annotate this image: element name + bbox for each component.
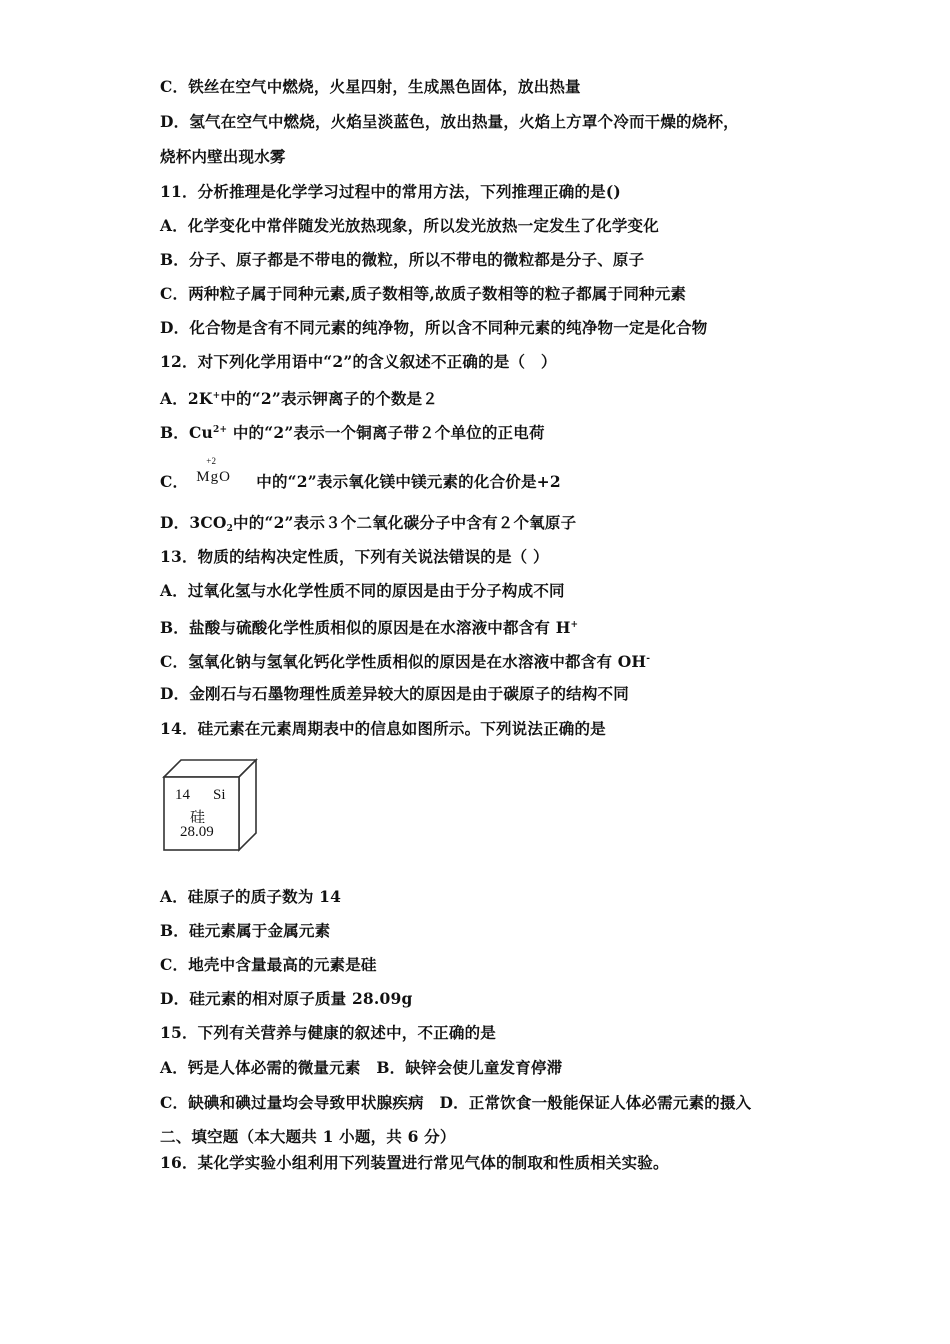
q11-option-c: C．两种粒子属于同种元素,质子数相等,故质子数相等的粒子都属于同种元素	[160, 284, 687, 303]
q10-option-d-line2: 烧杯内壁出现水雾	[160, 147, 286, 166]
q12-option-c-prefix: C．	[160, 472, 189, 491]
q14-option-a: A．硅原子的质子数为 14	[160, 887, 342, 906]
section2-heading: 二、填空题（本大题共 1 小题，共 6 分）	[160, 1127, 456, 1146]
q12-option-d-text: 中的“2”表示３个二氧化碳分子中含有２个氧原子	[233, 513, 577, 532]
q14-option-c: C．地壳中含量最高的元素是硅	[160, 955, 377, 974]
q10-option-d-line1: D．氢气在空气中燃烧，火焰呈淡蓝色，放出热量，火焰上方罩个冷而干燥的烧杯，	[160, 112, 739, 131]
mgo-valence: +2	[206, 456, 217, 466]
element-name: 硅	[190, 808, 206, 826]
element-cell-figure	[161, 757, 261, 852]
q10-option-c: C．铁丝在空气中燃烧，火星四射，生成黑色固体，放出热量	[160, 77, 581, 96]
q12-option-b-text: 中的“2”表示一个铜离子带２个单位的正电荷	[232, 423, 545, 442]
q13-stem: 13．物质的结构决定性质，下列有关说法错误的是（ ）	[160, 547, 549, 566]
q16-stem: 16．某化学实验小组利用下列装置进行常见气体的制取和性质相关实验。	[160, 1153, 669, 1172]
q12-option-b-prefix: B．Cu	[160, 423, 214, 442]
element-atomic-number: 14	[175, 787, 190, 803]
element-atomic-mass: 28.09	[180, 824, 214, 840]
q12-option-d	[160, 513, 576, 539]
q13-option-c-charge: -	[646, 654, 651, 664]
mgo-text: MgO	[196, 469, 231, 485]
element-symbol: Si	[213, 787, 226, 803]
q14-option-b: B．硅元素属于金属元素	[160, 921, 331, 940]
q12-option-b-charge: 2+	[213, 425, 228, 435]
q12-option-a-charge: +	[212, 391, 221, 401]
q15-options-cd: C．缺碘和碘过量均会导致甲状腺疾病 D．正常饮食一般能保证人体必需元素的摄入	[160, 1093, 752, 1112]
q13-option-d: D．金刚石与石墨物理性质差异较大的原因是由于碳原子的结构不同	[160, 684, 629, 703]
q14-option-d: D．硅元素的相对原子质量 28.09g	[160, 989, 413, 1008]
q11-option-a: A．化学变化中常伴随发光放热现象，所以发光放热一定发生了化学变化	[160, 216, 659, 235]
q14-stem: 14．硅元素在元素周期表中的信息如图所示。下列说法正确的是	[160, 719, 606, 738]
q12-option-d-prefix: D．3CO	[160, 513, 227, 532]
q12-option-a	[160, 386, 438, 409]
q13-option-b-text: B．盐酸与硫酸化学性质相似的原因是在水溶液中都含有 H	[160, 618, 571, 637]
q13-option-c	[160, 649, 650, 672]
q12-option-b	[160, 420, 545, 443]
q13-option-c-text: C．氢氧化钠与氢氧化钙化学性质相似的原因是在水溶液中都含有 OH	[160, 652, 647, 671]
q13-option-a: A．过氧化氢与水化学性质不同的原因是由于分子构成不同	[160, 581, 565, 600]
mgo-formula	[196, 456, 250, 487]
q11-option-b: B．分子、原子都是不带电的微粒，所以不带电的微粒都是分子、原子	[160, 250, 645, 269]
q12-option-c	[160, 456, 561, 492]
q13-option-b-charge: +	[570, 620, 579, 630]
q12-option-d-subscript: 2	[226, 524, 234, 534]
q12-option-c-text: 中的“2”表示氧化镁中镁元素的化合价是+2	[256, 472, 561, 491]
q11-option-d: D．化合物是含有不同元素的纯净物，所以含不同种元素的纯净物一定是化合物	[160, 318, 708, 337]
q15-stem: 15．下列有关营养与健康的叙述中，不正确的是	[160, 1023, 496, 1042]
q12-option-a-text: 中的“2”表示钾离子的个数是２	[220, 389, 438, 408]
q12-option-a-prefix: A．2K	[160, 389, 213, 408]
q11-stem: 11．分析推理是化学学习过程中的常用方法，下列推理正确的是()	[160, 182, 621, 201]
q13-option-b	[160, 615, 578, 638]
q12-stem: 12．对下列化学用语中“2”的含义叙述不正确的是（ ）	[160, 352, 557, 371]
q15-options-ab: A．钙是人体必需的微量元素 B．缺锌会使儿童发育停滞	[160, 1058, 563, 1077]
